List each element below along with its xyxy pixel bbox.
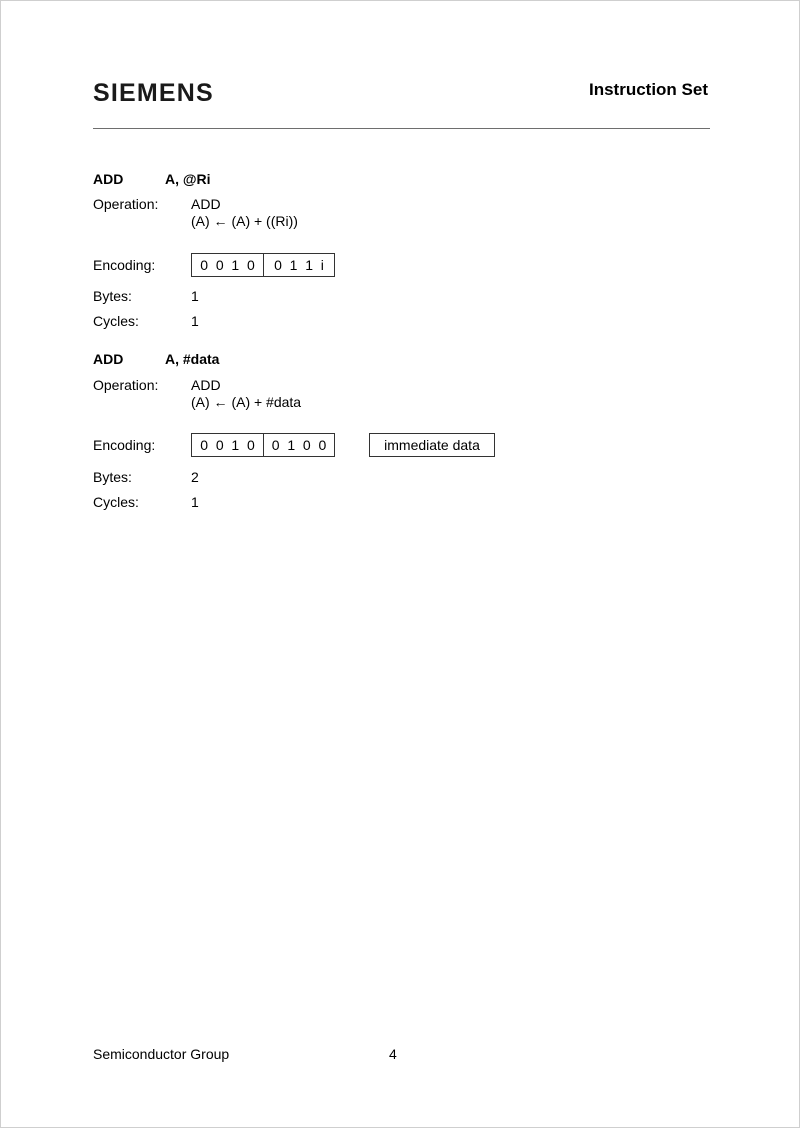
section1-operation-label: Operation: xyxy=(93,196,159,212)
section2-cycles-label: Cycles: xyxy=(93,494,139,510)
footer-company: Semiconductor Group xyxy=(93,1046,230,1062)
footer-page-number: 4 xyxy=(389,1046,397,1062)
section2-bytes-label: Bytes: xyxy=(93,469,132,485)
section2-cycles-value: 1 xyxy=(191,494,199,510)
section1-bytes-label: Bytes: xyxy=(93,288,132,304)
section2-encoding-label: Encoding: xyxy=(93,437,156,453)
section1-bytes-value: 1 xyxy=(191,288,199,304)
siemens-logo: SIEMENS xyxy=(93,79,214,107)
section2-encoding-low-nibble: 0 1 0 0 xyxy=(263,434,334,456)
header-title: Instruction Set xyxy=(588,80,708,99)
section1-mnemonic: ADD xyxy=(93,171,124,187)
section1-encoding-high-nibble: 0 0 1 0 xyxy=(200,257,255,273)
section2-mnemonic: ADD xyxy=(93,351,124,367)
section2-operation-line2: (A) ← (A) + #data xyxy=(191,394,302,410)
section1-operation-line1: ADD xyxy=(191,196,221,212)
section2-operation-label: Operation: xyxy=(93,377,159,393)
section2-operation-line1: ADD xyxy=(191,377,221,393)
section1-encoding-label: Encoding: xyxy=(93,257,156,273)
header-rule xyxy=(93,128,710,129)
section2-encoding-box xyxy=(191,433,335,457)
section1-cycles-label: Cycles: xyxy=(93,313,139,329)
section1-encoding-box xyxy=(191,253,335,277)
section2-bytes-value: 2 xyxy=(191,469,199,485)
section2-encoding-high-nibble: 0 0 1 0 xyxy=(200,437,255,453)
section1-operands: A, @Ri xyxy=(165,171,211,187)
section1-encoding-low-nibble: 0 1 1 i xyxy=(263,254,334,276)
section2-immediate-data-box: immediate data xyxy=(369,433,495,457)
section1-operation-line2: (A) ← (A) + ((Ri)) xyxy=(191,213,298,229)
section2-operands: A, #data xyxy=(165,351,220,367)
section1-cycles-value: 1 xyxy=(191,313,199,329)
